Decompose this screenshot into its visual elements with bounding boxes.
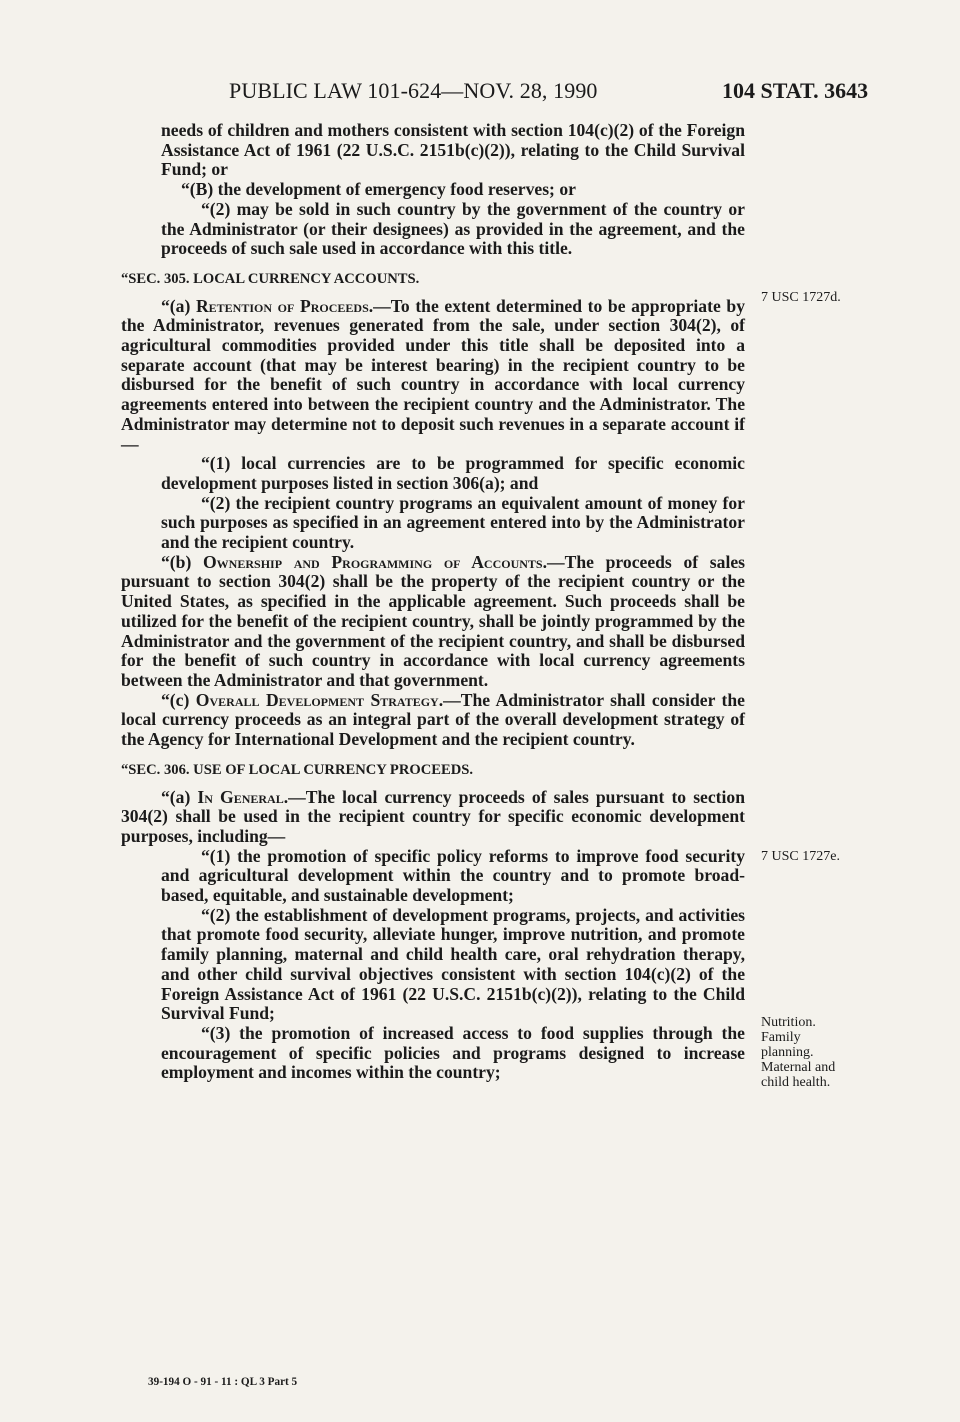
margin-topic: Nutrition.: [761, 1015, 816, 1030]
paragraph-g2: “(2) the establishment of development programs, projects, and activities that promote food security, alleviate hunger, improve nutrition, and promote family planning, maternal and child health care, oral rehydration therapy, and other child survival objectives consistent with section 104(c)(2) of the Foreign Assistance Act of 1961 (22 U.S.C. 2151b(c)(2)), relating to the Child Survival Fund;: [161, 904, 745, 1024]
margin-topic: child health.: [761, 1075, 831, 1090]
clause-b-emergency-reserves: “(B) the development of emergency food reserves; or: [181, 179, 576, 200]
margin-note-usc-1727e: 7 USC 1727e.: [761, 849, 840, 864]
subsection-c-heading: Overall Development Strategy.: [195, 689, 444, 710]
margin-note-usc-1727d: 7 USC 1727d.: [761, 290, 841, 305]
stat-reference: 104 STAT. 3643: [722, 78, 869, 103]
paragraph-g3: “(3) the promotion of increased access to food supplies through the encouragement of specific policies and programs designed to increase employment and incomes within the country;: [161, 1022, 745, 1083]
print-job-code: 39-194 O - 91 - 11 : QL 3 Part 5: [148, 1376, 298, 1388]
subsection-general-heading: In General.: [197, 786, 289, 807]
paragraph-a1: “(1) local currencies are to be programmed for specific economic development purposes listed in section 306(a); and: [161, 453, 745, 493]
section-306-heading: “SEC. 306. USE OF LOCAL CURRENCY PROCEEDS.: [121, 761, 474, 778]
body-text: [121, 121, 745, 1083]
margin-topic: Family: [761, 1030, 801, 1045]
law-title: PUBLIC LAW 101-624—NOV. 28, 1990: [229, 78, 598, 103]
paragraph-2-sale: “(2) may be sold in such country by the government of the country or the Administrator (or their designees) as provided in the agreement, and the proceeds of such sale used in accordance with this title.: [161, 198, 745, 259]
subsection-b-ownership: “(b) Ownership and Programming of Accounts.—The proceeds of sales pursuant to section 304(2) shall be the property of the recipient country or the United States, as specified in the applicable agreement. Such proceeds shall be utilized for the benefit of the recipient country, shall be jointly programmed by the Administrator and the government of the recipient country, and shall be disbursed for the benefit of such country in accordance with local currency agreements between the Administrator and that government.: [121, 551, 745, 690]
page-header: [0, 78, 960, 108]
subsection-b-heading: Ownership and Programming of Accounts.: [203, 551, 548, 572]
paragraph-a2: “(2) the recipient country programs an equivalent amount of money for such purposes as specified in an agreement entered into by the Administrator and the recipient country.: [161, 492, 745, 553]
subsection-a-general: “(a) In General.—The local currency proceeds of sales pursuant to section 304(2) shall be used in the recipient country for specific economic development purposes, including—: [121, 786, 745, 846]
paragraph-continuation: needs of children and mothers consistent with section 104(c)(2) of the Foreign Assistance Act of 1961 (22 U.S.C. 2151b(c)(2)), relating to the Child Survival Fund; or: [161, 120, 745, 180]
margin-topic: Maternal and: [761, 1060, 836, 1075]
margin-note-topics: [761, 1015, 835, 1090]
paragraph-g1: “(1) the promotion of specific policy reforms to improve food security and agricultural development within the country and to promote broad-based, equitable, and sustainable development;: [161, 845, 745, 906]
margin-topic: planning.: [761, 1045, 814, 1060]
subsection-a-retention: “(a) Retention of Proceeds.—To the extent determined to be appropriate by the Administrator, revenues generated from the sale, under section 304(2), of agricultural commodities provided under this title shall be deposited into a separate account (that may be interest bearing) in the recipient country to be disbursed for the benefit of such country in accordance with local currency agreements entered into between the recipient country and the Administrator. The Administrator may determine not to deposit such revenues in a separate account if—: [121, 295, 745, 454]
subsection-a-heading: Retention of Proceeds.: [195, 295, 374, 316]
subsection-c-strategy: “(c) Overall Development Strategy.—The Administrator shall consider the local currency proceeds as an integral part of the overall development strategy of the Agency for International Development and the recipient country.: [121, 689, 745, 750]
section-305-heading: “SEC. 305. LOCAL CURRENCY ACCOUNTS.: [121, 270, 420, 287]
